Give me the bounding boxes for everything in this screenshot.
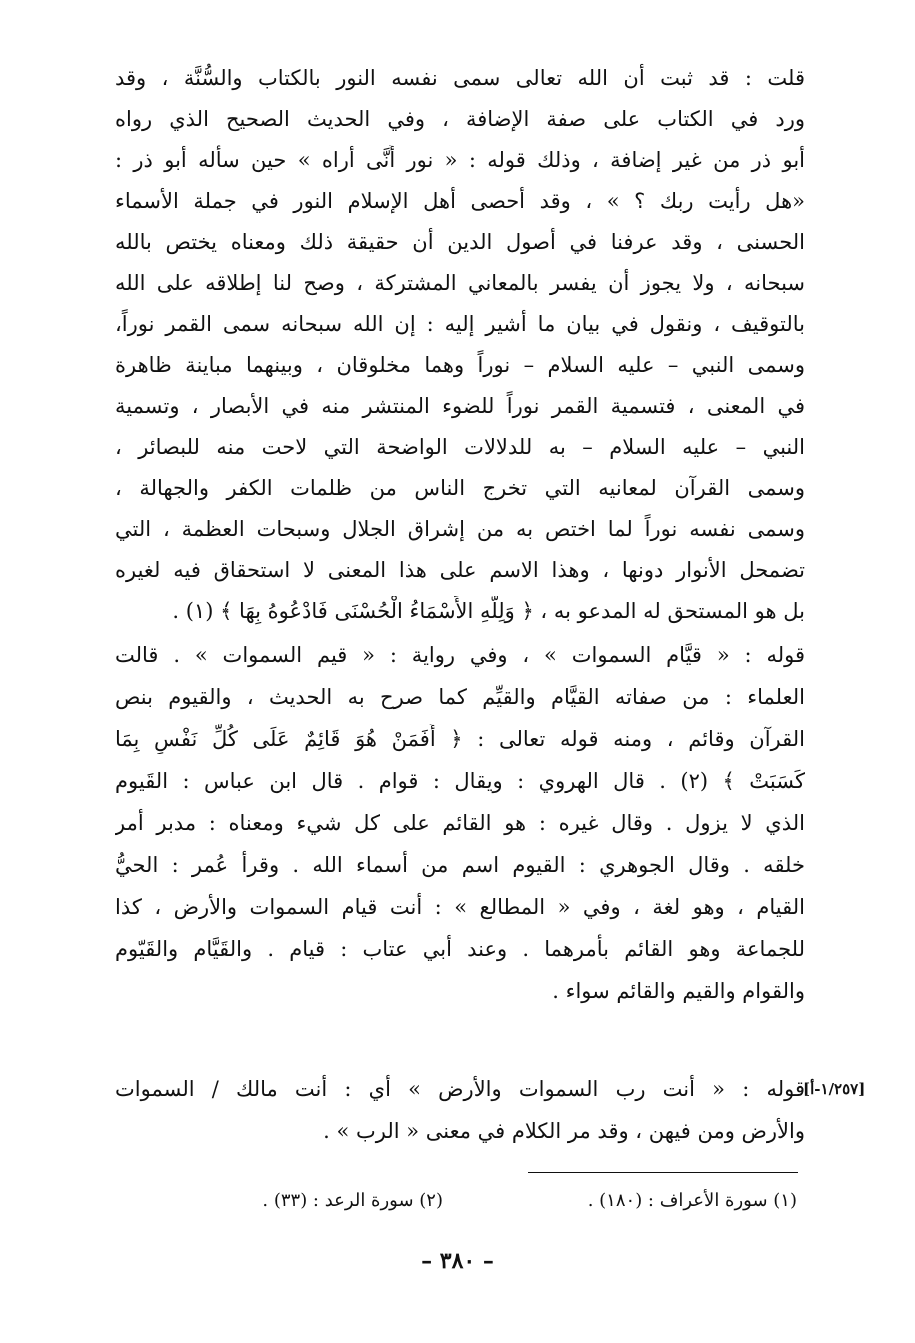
body-line: «هل رأيت ربك ؟ » ، وقد أحصى أهل الإسلام النور في جملة الأسماء [115,189,805,213]
body-line: والأرض ومن فيهن ، وقد مر الكلام في معنى « الرب » . [323,1119,805,1143]
body-line: العلماء : من صفاته القيَّام والقيِّم كما صرح به الحديث ، والقيوم بنص [115,685,805,709]
body-line: كَسَبَتْ ﴾ (٢) . قال الهروي : ويقال : قوام . قال ابن عباس : القَيوم [115,769,805,793]
body-line: قوله : « قيَّام السموات » ، وفي رواية : « قيم السموات » . قالت [115,643,805,667]
footnote-1: (١) سورة الأعراف : (١٨٠) . [587,1190,797,1211]
body-line: أبو ذر من غير إضافة ، وذلك قوله : « نور أَنَّى أراه » حين سأله أبو ذر : [115,148,805,172]
footnote-2: (٢) سورة الرعد : (٣٣) . [262,1190,443,1211]
body-line: الذي لا يزول . وقال غيره : هو القائم على كل شيء ومعناه : مدبر أمر [115,811,805,835]
footnote-divider [528,1172,798,1173]
body-line: تضمحل الأنوار دونها ، وهذا الاسم على هذا المعنى لا استحقاق فيه لغيره [115,558,805,582]
body-line: القرآن وقائم ، ومنه قوله تعالى : ﴿ أَفَمَنْ هُوَ قَائِمٌ عَلَى كُلِّ نَفْسٍ بِمَا [115,727,805,751]
body-line: ورد في الكتاب على صفة الإضافة ، وفي الحديث الصحيح الذي رواه [115,107,805,131]
body-line: النبي – عليه السلام – به للدلالات الواضحة التي لاحت منه للبصائر ، [115,435,805,459]
body-line: وسمى النبي – عليه السلام – نوراً وهما مخلوقان ، وبينهما مباينة ظاهرة [115,353,805,377]
body-line: للجماعة وهو القائم بأمرهما . وعند أبي عتاب : قيام . والقَيَّام والقَيّوم [115,937,805,961]
body-line: سبحانه ، ولا يجوز أن يفسر بالمعاني المشتركة ، وصح لنا إطلاقه على الله [115,271,805,295]
body-line: الحسنى ، وقد عرفنا في أصول الدين أن حقيقة ذلك ومعناه يختص بالله [115,230,805,254]
body-line: قلت : قد ثبت أن الله تعالى سمى نفسه النور بالكتاب والسُّنَّة ، وقد [115,66,805,90]
margin-reference: [١/٢٥٧-أ] [803,1080,866,1098]
page-number: – ٣٨٠ – [421,1248,494,1274]
body-line: خلقه . وقال الجوهري : القيوم اسم من أسماء الله . وقرأ عُمر : الحيُّ [115,853,805,877]
body-line: قوله : « أنت رب السموات والأرض » أي : أنت مالك / السموات [115,1077,805,1101]
body-line: والقوام والقيم والقائم سواء . [552,979,805,1003]
body-line: في المعنى ، فتسمية القمر نوراً للضوء المنتشر منه في الأبصار ، وتسمية [115,394,805,418]
body-line: وسمى القرآن لمعانيه التي تخرج الناس من ظلمات الكفر والجهالة ، [115,476,805,500]
body-line: بل هو المستحق له المدعو به ، ﴿ وَلِلَّهِ الأَسْمَاءُ الْحُسْنَى فَادْعُوهُ بِهَا ﴾ (١) . [172,599,805,623]
body-line: وسمى نفسه نوراً لما اختص به من إشراق الجلال وسبحات العظمة ، التي [115,517,805,541]
body-line: القيام ، وهو لغة ، وفي « المطالع » : أنت قيام السموات والأرض ، كذا [115,895,805,919]
body-line: بالتوقيف ، ونقول في بيان ما أشير إليه : إن الله سبحانه سمى القمر نوراً، [115,312,805,336]
